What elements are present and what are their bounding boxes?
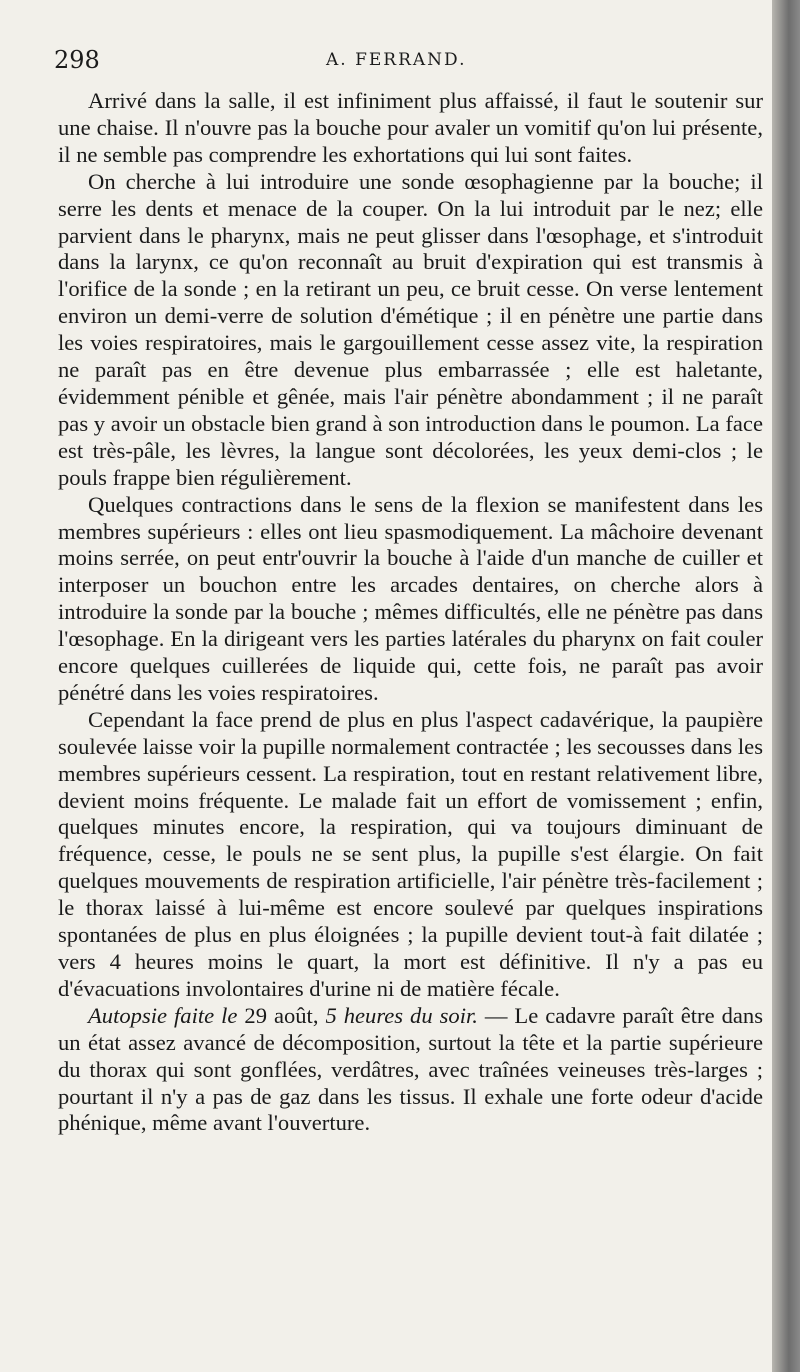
autopsy-time: 5 heures du soir.	[325, 1002, 478, 1028]
paragraph: Quelques contractions dans le sens de la flexion se manifestent dans les membres supérieurs : elles ont lieu spasmodiquement. La mâchoire devenant moins serrée, on peut entr'ouvrir la bouche à l'aide d'un manche de cuiller et interposer un bouchon entre les arcades dentaires, on cherche alors à introduire la sonde par la bouche ; mêmes difficultés, elle ne pénètre pas dans l'œsophage. En la dirigeant vers les parties latérales du pharynx on fait couler encore quelques cuillerées de liquide qui, cette fois, ne paraît pas avoir pénétré dans les voies respiratoires.	[58, 491, 763, 705]
page-number: 298	[54, 46, 100, 74]
autopsy-date: 29 août	[244, 1002, 313, 1028]
paragraph: Cependant la face prend de plus en plus l'aspect cadavérique, la paupière soulevée laisse voir la pupille normalement contractée ; les secousses dans les membres supérieurs cessent. La respiration, tout en restant relativement libre, devient moins fréquente. Le malade fait un effort de vomissement ; enfin, quelques minutes encore, la respiration, qui va toujours diminuant de fréquence, cesse, le pouls ne se sent plus, la pupille s'est élargie. On fait quelques mouvements de respiration artificielle, l'air pénètre très-facilement ; le thorax laissé à lui-même est encore soulevé par quelques inspirations spontanées de plus en plus éloignées ; la pupille devient tout-à fait dilatée ; vers 4 heures moins le quart, la mort est définitive. Il n'y a pas eu d'évacuations involontaires d'urine ni de matière fécale.	[58, 706, 763, 1001]
paragraph: Arrivé dans la salle, il est infiniment plus affaissé, il faut le soutenir sur une chaise. Il n'ouvre pas la bouche pour avaler un vomitif qu'on lui présente, il ne semble pas comprendre les exhortations qui lui sont faites.	[58, 88, 763, 167]
page-edge	[772, 0, 800, 1372]
autopsy-lead: Autopsie faite le	[88, 1002, 238, 1028]
page-header	[54, 46, 754, 80]
running-head: A. FERRAND.	[326, 50, 467, 70]
paragraph: On cherche à lui introduire une sonde œsophagienne par la bouche; il serre les dents et menace de la couper. On la lui introduit par le nez; elle parvient dans le pharynx, mais ne peut glisser dans l'œsophage, et s'introduit dans la larynx, ce qu'on reconnaît au bruit d'expiration qui est transmis à l'orifice de la sonde ; en la retirant un peu, ce bruit cesse. On verse lentement environ un demi-verre de solution d'émétique ; il en pénètre une partie dans les voies respiratoires, mais le gargouillement cesse assez vite, la respiration ne paraît pas en être devenue plus embarrassée ; elle est haletante, évidemment pénible et gênée, mais l'air pénètre abondamment ; il ne paraît pas y avoir un obstacle bien grand à son introduction dans le poumon. La face est très-pâle, les lèvres, la langue sont décolorées, les yeux demi-clos ; le pouls frappe bien régulièrement.	[58, 168, 763, 490]
autopsy-text: — Le cadavre paraît être dans un état assez avancé de décomposition, surtout la tête et la partie supérieure du thorax qui sont gonflées, verdâtres, avec traînées veineuses très-larges ; pourtant il n'y a pas de gaz dans les tissus. Il exhale une forte odeur d'acide phénique, même avant l'ouverture.	[58, 1002, 763, 1136]
page-body	[58, 88, 763, 1137]
autopsy-paragraph: Autopsie faite le 29 août, 5 heures du soir. — Le cadavre paraît être dans un état assez avancé de décomposition, surtout la tête et la partie supérieure du thorax qui sont gonflées, verdâtres, avec traînées veineuses très-larges ; pourtant il n'y a pas de gaz dans les tissus. Il exhale une forte odeur d'acide phénique, même avant l'ouverture.	[58, 1002, 763, 1136]
